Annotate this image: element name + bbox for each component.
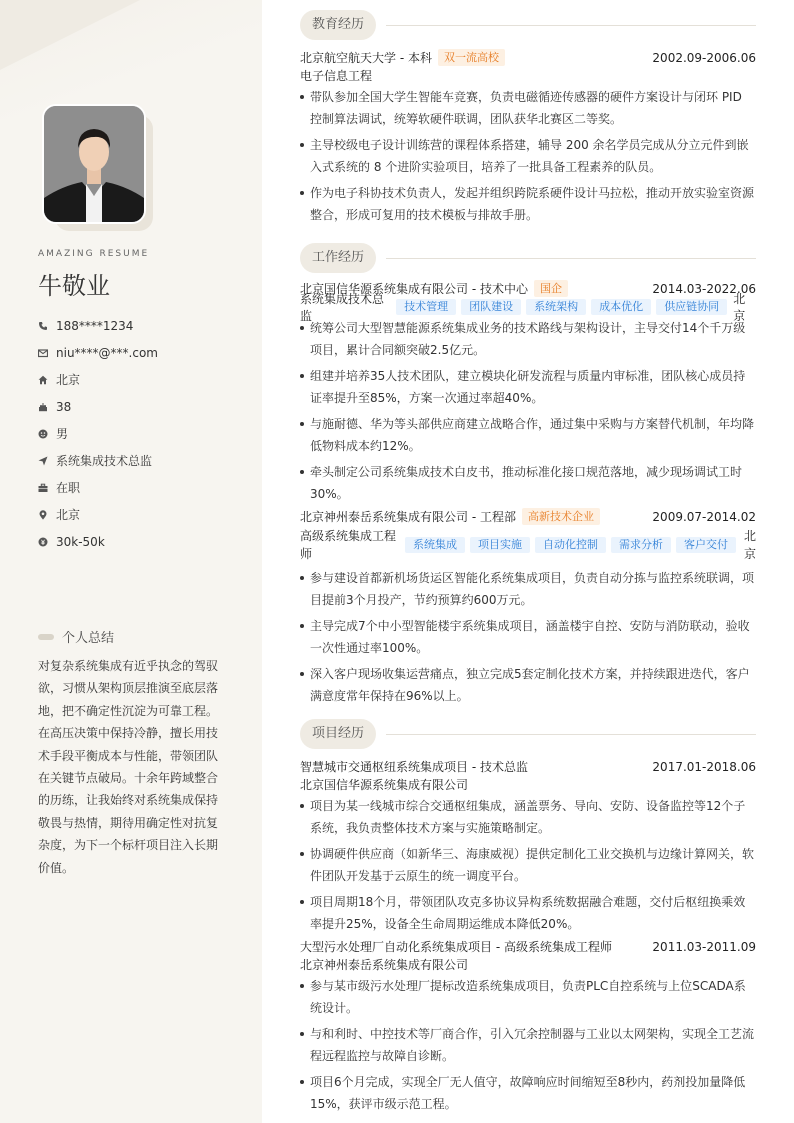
work-city-line: 京	[744, 547, 757, 561]
project-entry-header	[300, 757, 756, 776]
work-city-line: 北	[744, 529, 757, 543]
work-entry	[300, 279, 756, 509]
info-city-text: 北京	[56, 373, 81, 387]
summary-heading-bar	[38, 634, 54, 640]
profile-photo	[42, 104, 146, 224]
education-date: 2002.09-2006.06	[652, 50, 756, 65]
company-name: 北京神州泰岳系统集成有限公司 - 工程部	[300, 510, 516, 524]
info-status-text: 在职	[56, 481, 81, 495]
bullet-item: 深入客户现场收集运营痛点，独立完成5套定制化技术方案，并持续跟进迭代，客户满意度常年保持在96%以上。	[300, 663, 756, 707]
bullet-item: 组建并培养35人技术团队，建立模块化研发流程与质量内审标准，团队核心成员持证率提升至85%，方案一次通过率超40%。	[300, 365, 756, 409]
bullet-item: 牵头制定公司系统集成技术白皮书，推动标准化接口规范落地，减少现场调试工时30%。	[300, 461, 756, 505]
education-section-header	[300, 10, 756, 40]
work-bullets	[300, 567, 756, 707]
project-entry	[300, 937, 756, 1119]
bullet-item: 参与建设首都新机场货运区智能化系统集成项目，负责自动分拣与监控系统联调，项目提前3个月投产，节约预算约600万元。	[300, 567, 756, 611]
summary-text: 对复杂系统集成有近乎执念的驾驭欲，习惯从架构顶层推演至底层落地，把不确定性沉淀为可靠工程。在高压决策中保持冷静，擅长用技术手段平衡成本与性能，带领团队在关键节点破局。十余年跨域整合的历练，让我始终对系统集成保持敬畏与热情，期待用确定性对抗复杂度，为下一个标杆项目注入长期价值。	[38, 659, 219, 875]
info-age-text: 38	[56, 399, 72, 414]
bullet-item: 参与某市级污水处理厂提标改造系统集成项目，负责PLC自控系统与上位SCADA系统设计。	[300, 975, 756, 1019]
work-bullets	[300, 317, 756, 505]
project-name: 智慧城市交通枢纽系统集成项目 - 技术总监	[300, 760, 528, 774]
sidebar	[0, 0, 262, 1123]
summary-title: 个人总结	[62, 631, 115, 646]
info-salary	[38, 528, 158, 555]
work-section-title: 工作经历	[300, 243, 376, 273]
projects-section-title: 项目经历	[300, 719, 376, 749]
candidate-name: 牛敬业	[38, 272, 110, 300]
info-email	[38, 339, 158, 366]
school-badge: 双一流高校	[438, 49, 505, 66]
info-phone	[38, 312, 158, 339]
phone-icon	[38, 321, 48, 331]
info-target-city	[38, 501, 158, 528]
email-icon	[38, 348, 48, 358]
company-name: 北京国信华源系统集成有限公司 - 技术中心	[300, 282, 528, 296]
bullet-item: 作为电子科协技术负责人，发起并组织跨院系硬件设计马拉松，推动开放实验室资源整合，形成可复用的技术模板与排故手册。	[300, 182, 756, 226]
work-date: 2009.07-2014.02	[652, 509, 756, 524]
project-company: 北京国信华源系统集成有限公司	[300, 778, 469, 792]
bullet-item: 统筹公司大型智慧能源系统集成业务的技术路线与架构设计，主导交付14个千万级项目，累计合同额突破2.5亿元。	[300, 317, 756, 361]
position-row	[300, 526, 756, 564]
info-status	[38, 474, 158, 501]
school-name: 北京航空航天大学 - 本科	[300, 51, 432, 65]
sidebar-corner-decoration	[0, 0, 140, 70]
bullet-item: 项目周期18个月，带领团队攻克多协议异构系统数据融合难题，交付后枢纽换乘效率提升25%，设备全生命周期运维成本降低20%。	[300, 891, 756, 935]
skill-tag: 自动化控制	[535, 537, 606, 553]
skill-tag: 系统集成	[405, 537, 465, 553]
skill-tag: 团队建设	[461, 299, 521, 315]
bullet-item: 项目6个月完成，实现全厂无人值守，故障响应时间缩短至8秒内，药剂投加量降低15%，获评市级示范工程。	[300, 1071, 756, 1115]
work-date: 2014.03-2022.06	[652, 281, 756, 296]
skill-tag: 需求分析	[611, 537, 671, 553]
position-row	[300, 292, 756, 323]
resume-tagline: AMAZING RESUME	[38, 249, 150, 259]
section-divider	[386, 258, 756, 259]
project-date: 2011.03-2011.09	[652, 939, 756, 954]
education-entry	[300, 48, 756, 230]
company-badge: 国企	[534, 280, 568, 297]
projects-section-header	[300, 719, 756, 749]
summary-heading	[38, 627, 114, 646]
bullet-item: 主导校级电子设计训练营的课程体系搭建，辅导 200 余名学员完成从分立元件到嵌入式系统的 8 个进阶实验项目，培养了一批具备工程素养的队员。	[300, 134, 756, 178]
position-title	[300, 527, 400, 563]
skill-tag: 技术管理	[396, 299, 456, 315]
gender-icon	[38, 429, 48, 439]
section-divider	[386, 25, 756, 26]
bullet-item: 协调硬件供应商（如新华三、海康威视）提供定制化工业交换机与边缘计算网关，软件团队开发基于云原生的统一调度平台。	[300, 843, 756, 887]
info-target-city-text: 北京	[56, 508, 81, 522]
section-divider	[386, 734, 756, 735]
info-salary-text: 30k-50k	[56, 534, 105, 549]
project-entry	[300, 757, 756, 939]
project-bullets	[300, 795, 756, 935]
location-pin-icon	[38, 510, 48, 520]
birthday-cake-icon	[38, 402, 48, 412]
info-gender	[38, 420, 158, 447]
major: 电子信息工程	[300, 69, 373, 83]
position-title: 系统集成技术总监	[300, 292, 385, 323]
work-city	[744, 527, 756, 563]
paper-plane-icon	[38, 456, 48, 466]
education-entry-header	[300, 48, 756, 67]
work-section-header	[300, 243, 756, 273]
position-title-line: 高级系统集成工程	[300, 529, 397, 543]
project-name: 大型污水处理厂自动化系统集成项目 - 高级系统集成工程师	[300, 940, 612, 954]
project-entry-header	[300, 937, 756, 956]
info-email-text: niu****@***.com	[56, 345, 158, 360]
skill-tag: 供应链协同	[656, 299, 727, 315]
position-title-line: 师	[300, 547, 313, 561]
skill-tag: 项目实施	[470, 537, 530, 553]
skill-tag: 成本优化	[591, 299, 651, 315]
bullet-item: 与和利时、中控技术等厂商合作，引入冗余控制器与工业以太网架构，实现全工艺流程远程监控与故障自诊断。	[300, 1023, 756, 1067]
project-date: 2017.01-2018.06	[652, 759, 756, 774]
project-bullets	[300, 975, 756, 1115]
company-badge: 高新技术企业	[522, 508, 600, 525]
work-city: 北京	[733, 292, 746, 323]
info-position	[38, 447, 158, 474]
home-icon	[38, 375, 48, 385]
skill-tag: 系统架构	[526, 299, 586, 315]
skill-tag: 客户交付	[676, 537, 736, 553]
bullet-item: 与施耐德、华为等头部供应商建立战略合作，通过集中采购与方案替代机制，年均降低物料成本约12%。	[300, 413, 756, 457]
info-position-text: 系统集成技术总监	[56, 454, 153, 468]
work-entry	[300, 507, 756, 711]
bullet-item: 带队参加全国大学生智能车竞赛，负责电磁循迹传感器的硬件方案设计与闭环 PID 控制算法调试，统筹软硬件联调，团队获华北赛区二等奖。	[300, 86, 756, 130]
contact-info-list	[38, 312, 158, 555]
briefcase-icon	[38, 483, 48, 493]
education-section-title: 教育经历	[300, 10, 376, 40]
info-gender-text: 男	[56, 427, 69, 441]
work-entry-header	[300, 507, 756, 526]
info-city	[38, 366, 158, 393]
education-bullets	[300, 86, 756, 226]
salary-coin-icon	[38, 537, 48, 547]
bullet-item: 项目为某一线城市综合交通枢纽集成，涵盖票务、导向、安防、设备监控等12个子系统，我负责整体技术方案与实施策略制定。	[300, 795, 756, 839]
info-age	[38, 393, 158, 420]
info-phone-text: 188****1234	[56, 318, 134, 333]
project-company: 北京神州泰岳系统集成有限公司	[300, 958, 469, 972]
bullet-item: 主导完成7个中小型智能楼宇系统集成项目，涵盖楼宇自控、安防与消防联动，验收一次性通过率100%。	[300, 615, 756, 659]
